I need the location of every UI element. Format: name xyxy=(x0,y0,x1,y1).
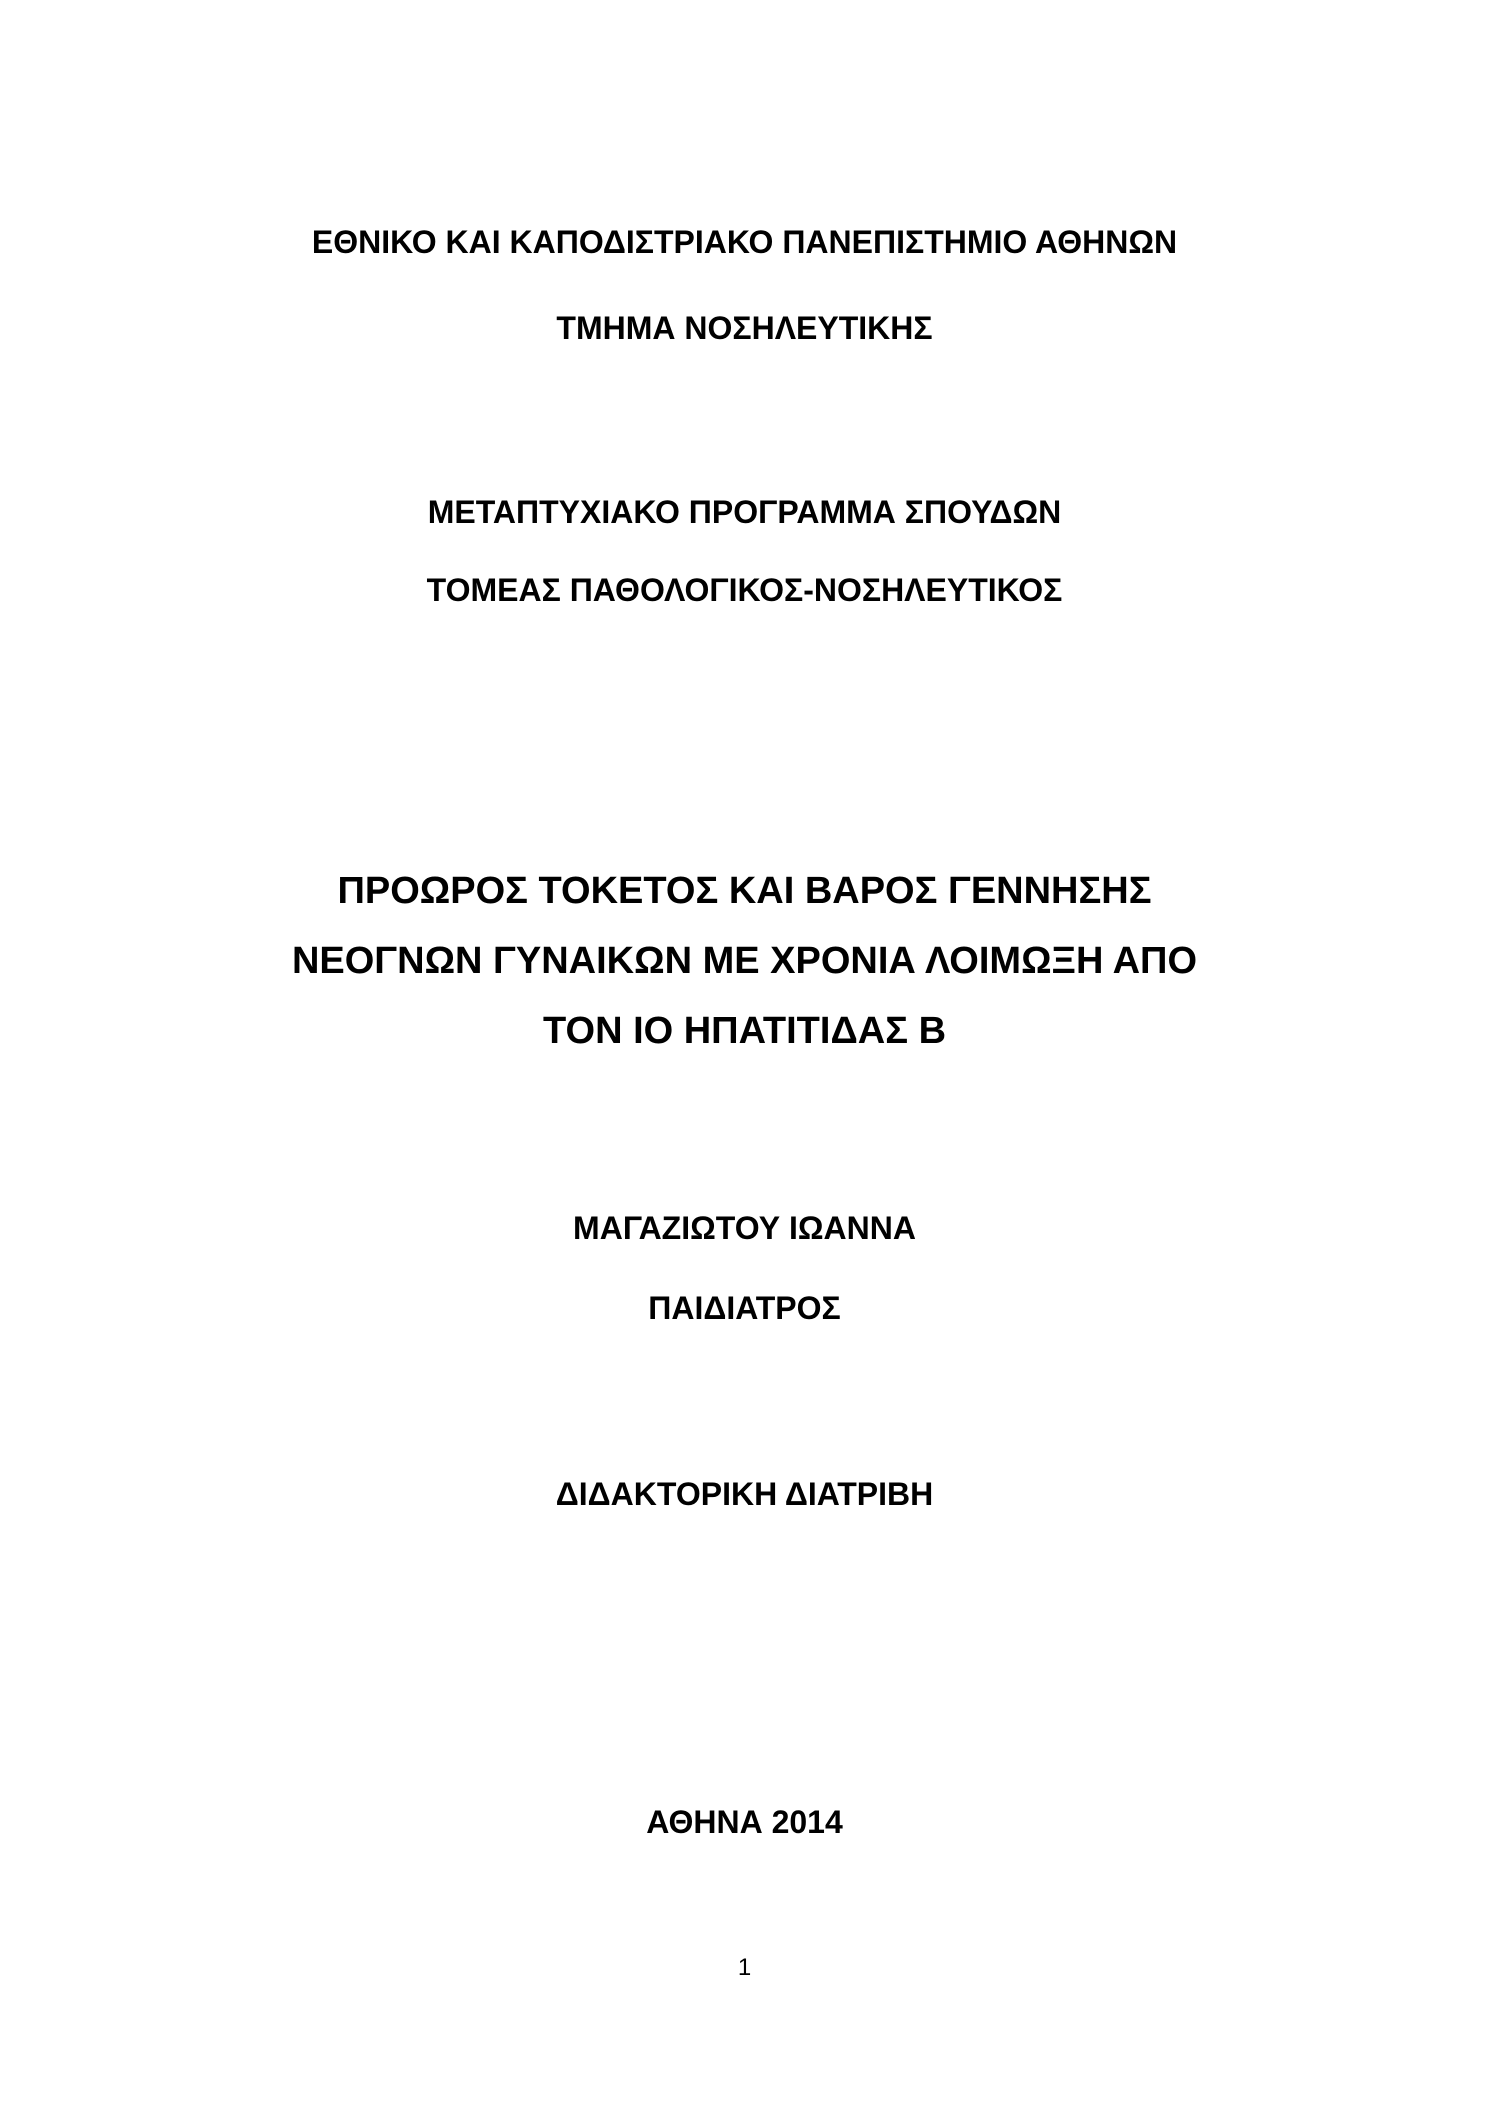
university-name: ΕΘΝΙΚΟ ΚΑΙ ΚΑΠΟΔΙΣΤΡΙΑΚΟ ΠΑΝΕΠΙΣΤΗΜΙΟ ΑΘΗΝΩΝ xyxy=(311,224,1178,260)
thesis-title-line-1: ΠΡΟΩΡΟΣ ΤΟΚΕΤΟΣ ΚΑΙ ΒΑΡΟΣ ΓΕΝΝΗΣΗΣ xyxy=(337,870,1152,912)
thesis-title-line-3: ΤΟΝ ΙΟ ΗΠΑΤΙΤΙΔΑΣ Β xyxy=(542,1010,947,1052)
thesis-type: ΔΙΔΑΚΤΟΡΙΚΗ ΔΙΑΤΡΙΒΗ xyxy=(555,1476,934,1512)
author-name: ΜΑΓΑΖΙΩΤΟΥ ΙΩΑΝΝΑ xyxy=(573,1210,916,1246)
place-and-year: ΑΘΗΝΑ 2014 xyxy=(646,1804,843,1840)
department-name: ΤΜΗΜΑ ΝΟΣΗΛΕΥΤΙΚΗΣ xyxy=(556,310,933,346)
sector-name: ΤΟΜΕΑΣ ΠΑΘΟΛΟΓΙΚΟΣ-ΝΟΣΗΛΕΥΤΙΚΟΣ xyxy=(426,572,1063,608)
page-number: 1 xyxy=(737,1954,752,1981)
thesis-title-line-2: ΝΕΟΓΝΩΝ ΓΥΝΑΙΚΩΝ ΜΕ ΧΡΟΝΙΑ ΛΟΙΜΩΞΗ ΑΠΟ xyxy=(291,940,1198,982)
program-name: ΜΕΤΑΠΤΥΧΙΑΚΟ ΠΡΟΓΡΑΜΜΑ ΣΠΟΥΔΩΝ xyxy=(427,494,1062,530)
author-profession: ΠΑΙΔΙΑΤΡΟΣ xyxy=(648,1290,841,1326)
